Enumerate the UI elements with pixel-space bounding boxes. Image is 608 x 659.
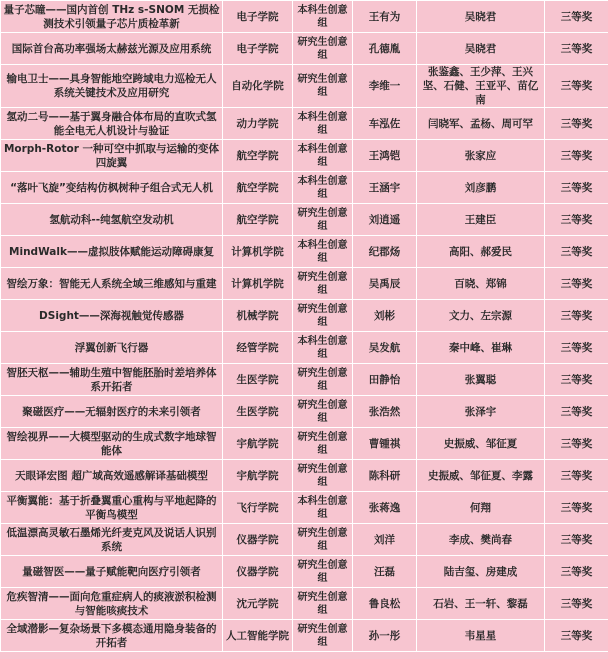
college-cell: 航空学院 [223,140,293,172]
advisors-cell: 张鉴鑫、王少萍、王兴坚、石健、王亚平、苗亿南 [417,65,545,108]
advisors-cell: 王建臣 [417,204,545,236]
award-cell: 三等奖 [545,236,608,268]
category-cell: 研究生创意组 [293,268,353,300]
project-name-cell: Morph-Rotor 一种可空中抓取与运输的变体四旋翼 [1,140,223,172]
table-row [1,33,608,65]
award-cell: 三等奖 [545,65,608,108]
project-name-cell: 智绘万象：智能无人系统全域三维感知与重建 [1,268,223,300]
award-cell: 三等奖 [545,620,608,652]
leader-cell: 吴发航 [353,332,417,364]
leader-cell: 车泓佐 [353,108,417,140]
college-cell: 仪器学院 [223,524,293,556]
advisors-cell: 张家应 [417,140,545,172]
table-row [1,332,608,364]
leader-cell: 刘彬 [353,300,417,332]
project-name-cell: 聚磁医疗——无辐射医疗的未来引领者 [1,396,223,428]
project-name-cell: 氢动二号——基于翼身融合体布局的直吹式氢能全电无人机设计与验证 [1,108,223,140]
advisors-cell: 陆吉玺、房建成 [417,556,545,588]
project-name-cell: 天眼译宏图 超广域高效遥感解译基础模型 [1,460,223,492]
leader-cell: 汪磊 [353,556,417,588]
college-cell: 经管学院 [223,332,293,364]
advisors-cell: 张泽宇 [417,396,545,428]
college-cell: 生医学院 [223,364,293,396]
advisors-cell: 石岩、王一轩、黎磊 [417,588,545,620]
table-row [1,396,608,428]
table-row [1,108,608,140]
college-cell: 电子学院 [223,33,293,65]
project-name-cell: 平衡翼能：基于折叠翼重心重构与平地起降的平衡鸟模型 [1,492,223,524]
table-row [1,524,608,556]
leader-cell: 刘洋 [353,524,417,556]
table-row [1,172,608,204]
award-cell: 三等奖 [545,204,608,236]
table-row [1,364,608,396]
table-row [1,236,608,268]
project-name-cell: 全域潜影—复杂场景下多模态通用隐身装备的开拓者 [1,620,223,652]
category-cell: 研究生创意组 [293,364,353,396]
college-cell: 人工智能学院 [223,620,293,652]
award-cell: 三等奖 [545,396,608,428]
award-cell: 三等奖 [545,460,608,492]
award-cell: 三等奖 [545,300,608,332]
award-cell: 三等奖 [545,492,608,524]
advisors-cell: 何翔 [417,492,545,524]
college-cell: 机械学院 [223,300,293,332]
leader-cell: 吴禹辰 [353,268,417,300]
leader-cell: 孔德胤 [353,33,417,65]
table-row [1,140,608,172]
category-cell: 研究生创意组 [293,396,353,428]
college-cell: 航空学院 [223,204,293,236]
category-cell: 研究生创意组 [293,204,353,236]
category-cell: 本科生创意组 [293,1,353,33]
category-cell: 本科生创意组 [293,332,353,364]
advisors-cell: 张翼聪 [417,364,545,396]
award-cell: 三等奖 [545,140,608,172]
table-row [1,268,608,300]
leader-cell: 田静怡 [353,364,417,396]
project-name-cell: 浮翼创新飞行器 [1,332,223,364]
project-name-cell: 智绘视界——大模型驱动的生成式数字地球智能体 [1,428,223,460]
table-row [1,620,608,652]
college-cell: 宇航学院 [223,460,293,492]
table-row [1,588,608,620]
award-cell: 三等奖 [545,524,608,556]
advisors-cell: 史振威、邹征夏 [417,428,545,460]
leader-cell: 张蒋逸 [353,492,417,524]
college-cell: 沈元学院 [223,588,293,620]
award-cell: 三等奖 [545,588,608,620]
project-name-cell: “落叶飞旋”变结构仿枫树种子组合式无人机 [1,172,223,204]
leader-cell: 曹锺祺 [353,428,417,460]
project-name-cell: 危疾智清——面向危重症病人的痰液淤积检测与智能咳痰技术 [1,588,223,620]
leader-cell: 王鸿铠 [353,140,417,172]
project-name-cell: 量磁智医——量子赋能靶向医疗引领者 [1,556,223,588]
advisors-cell: 高阳、郝爱民 [417,236,545,268]
category-cell: 研究生创意组 [293,524,353,556]
college-cell: 生医学院 [223,396,293,428]
leader-cell: 纪郡炀 [353,236,417,268]
leader-cell: 王有为 [353,1,417,33]
project-name-cell: 氢航动科--纯氢航空发动机 [1,204,223,236]
award-cell: 三等奖 [545,428,608,460]
advisors-cell: 韦星星 [417,620,545,652]
table-row [1,1,608,33]
award-cell: 三等奖 [545,172,608,204]
category-cell: 本科生创意组 [293,108,353,140]
college-cell: 航空学院 [223,172,293,204]
awards-table-body [1,1,608,652]
award-cell: 三等奖 [545,108,608,140]
advisors-cell: 闫晓军、孟杨、周可罕 [417,108,545,140]
category-cell: 本科生创意组 [293,492,353,524]
advisors-cell: 李成、樊尚春 [417,524,545,556]
table-row [1,556,608,588]
project-name-cell: 量子芯瞳——国内首创 THz s-SNOM 无损检测技术引领量子芯片质检革新 [1,1,223,33]
leader-cell: 鲁良松 [353,588,417,620]
category-cell: 研究生创意组 [293,588,353,620]
award-cell: 三等奖 [545,1,608,33]
table-row [1,300,608,332]
leader-cell: 刘逍遥 [353,204,417,236]
category-cell: 研究生创意组 [293,620,353,652]
category-cell: 研究生创意组 [293,460,353,492]
category-cell: 本科生创意组 [293,236,353,268]
leader-cell: 孙一彤 [353,620,417,652]
project-name-cell: 输电卫士——具身智能地空跨域电力巡检无人系统关键技术及应用研究 [1,65,223,108]
college-cell: 宇航学院 [223,428,293,460]
award-cell: 三等奖 [545,556,608,588]
table-row [1,460,608,492]
college-cell: 仪器学院 [223,556,293,588]
project-name-cell: 智胚天枢——辅助生殖中智能胚胎时差培养体系开拓者 [1,364,223,396]
award-cell: 三等奖 [545,332,608,364]
category-cell: 研究生创意组 [293,428,353,460]
category-cell: 研究生创意组 [293,556,353,588]
advisors-cell: 百晓、郑锦 [417,268,545,300]
project-name-cell: 低温漂高灵敏石墨烯光纤麦克风及说话人识别系统 [1,524,223,556]
category-cell: 本科生创意组 [293,140,353,172]
category-cell: 本科生创意组 [293,172,353,204]
college-cell: 飞行学院 [223,492,293,524]
project-name-cell: 国际首台高功率强场太赫兹光源及应用系统 [1,33,223,65]
leader-cell: 李维一 [353,65,417,108]
award-cell: 三等奖 [545,268,608,300]
category-cell: 研究生创意组 [293,300,353,332]
project-name-cell: DSight——深海视触觉传感器 [1,300,223,332]
advisors-cell: 秦中峰、崔琳 [417,332,545,364]
table-row [1,204,608,236]
leader-cell: 王涵宇 [353,172,417,204]
college-cell: 电子学院 [223,1,293,33]
project-name-cell: MindWalk——虚拟肢体赋能运动障碍康复 [1,236,223,268]
leader-cell: 张浩然 [353,396,417,428]
advisors-cell: 刘彦鹏 [417,172,545,204]
category-cell: 研究生创意组 [293,65,353,108]
award-cell: 三等奖 [545,364,608,396]
table-row [1,492,608,524]
advisors-cell: 史振威、邹征夏、李露 [417,460,545,492]
award-cell: 三等奖 [545,33,608,65]
leader-cell: 陈科研 [353,460,417,492]
table-row [1,428,608,460]
advisors-cell: 文力、左宗源 [417,300,545,332]
college-cell: 计算机学院 [223,236,293,268]
category-cell: 研究生创意组 [293,33,353,65]
advisors-cell: 吴晓君 [417,1,545,33]
college-cell: 动力学院 [223,108,293,140]
advisors-cell: 吴晓君 [417,33,545,65]
table-row [1,65,608,108]
college-cell: 计算机学院 [223,268,293,300]
college-cell: 自动化学院 [223,65,293,108]
